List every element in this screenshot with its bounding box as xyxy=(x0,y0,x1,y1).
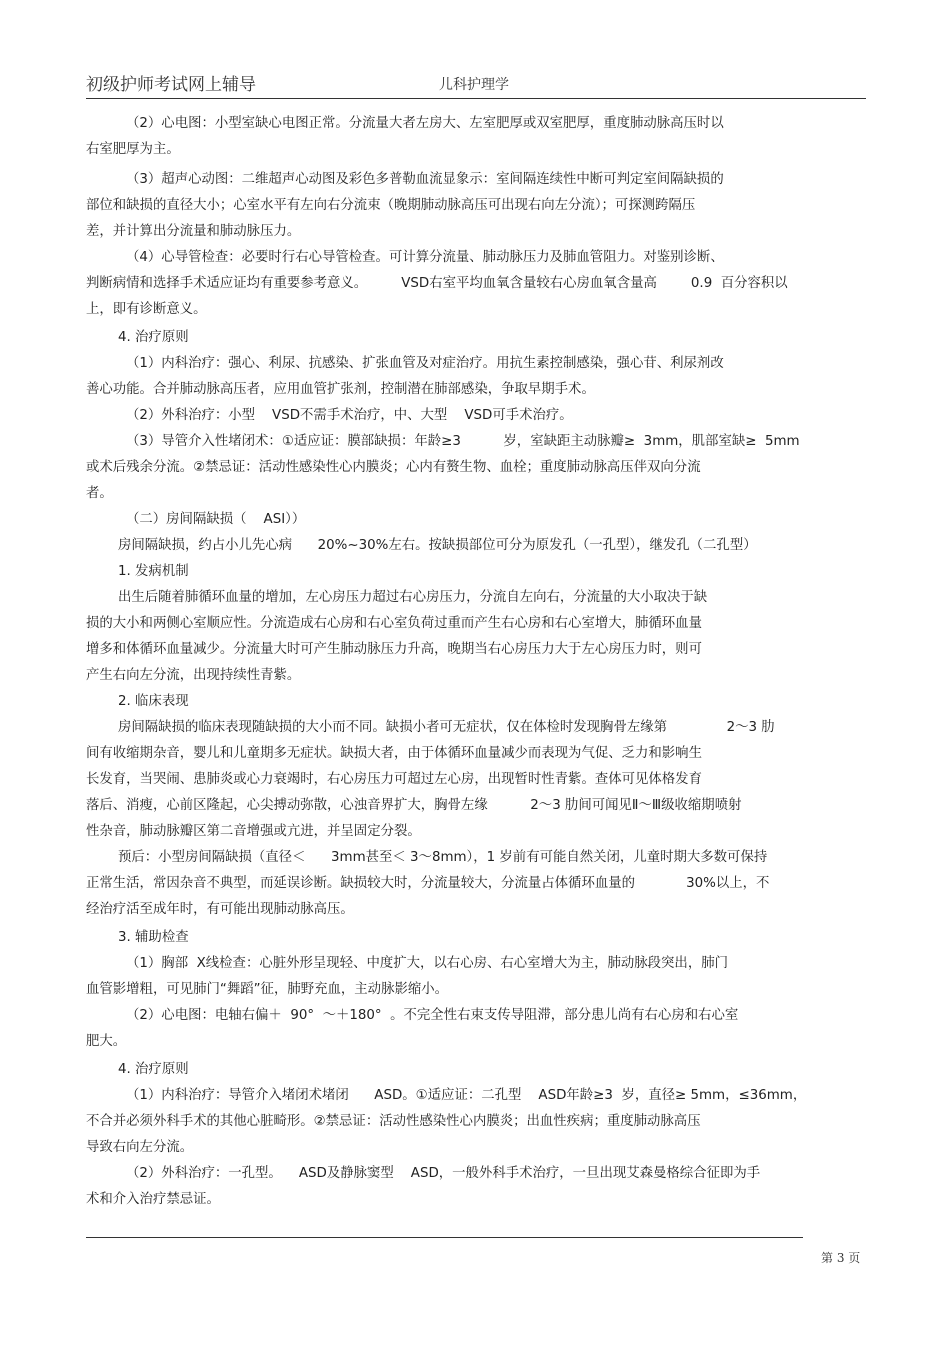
text-line: （2）心电图：小型室缺心电图正常。分流量大者左房大、左室肥厚或双室肥厚，重度肺动脉高压时以 xyxy=(126,116,724,131)
text-line: 术和介入治疗禁忌证。 xyxy=(86,1192,220,1207)
text-line: 肥大。 xyxy=(86,1034,127,1049)
text-line: 上，即有诊断意义。 xyxy=(86,302,207,317)
text-line: 落后、消瘦，心前区隆起，心尖搏动弥散，心浊音界扩大，胸骨左缘 2～3 肋间可闻见Ⅱ～Ⅲ级收缩期喷射 xyxy=(86,798,742,813)
text-line: （1）内科治疗：强心、利尿、抗感染、扩张血管及对症治疗。用抗生素控制感染，强心苷、利尿剂改 xyxy=(126,356,724,371)
text-line: 预后：小型房间隔缺损（直径＜ 3mm甚至＜ 3～8mm），1 岁前有可能自然关闭，儿童时期大多数可保持 xyxy=(118,850,768,865)
text-line: （4）心导管检查：必要时行右心导管检查。可计算分流量、肺动脉压力及肺血管阻力。对鉴别诊断、 xyxy=(126,250,724,265)
text-line: 性杂音，肺动脉瓣区第二音增强或亢进，并呈固定分裂。 xyxy=(86,824,421,839)
text-line: （3）导管介入性堵闭术：①适应证：膜部缺损：年龄≥3 岁，室缺距主动脉瓣≥ 3mm，肌部室缺≥ 5mm xyxy=(126,434,800,449)
text-line: 导致右向左分流。 xyxy=(86,1140,194,1155)
section-heading: 4. 治疗原则 xyxy=(118,1062,189,1077)
text-line: 出生后随着肺循环血量的增加，左心房压力超过右心房压力，分流自左向右，分流量的大小取决于缺 xyxy=(118,590,708,605)
text-line: （3）超声心动图：二维超声心动图及彩色多普勒血流显象示：室间隔连续性中断可判定室间隔缺损的 xyxy=(126,172,724,187)
text-line: 房间隔缺损，约占小儿先心病 20%~30%左右。按缺损部位可分为原发孔（一孔型），继发孔（二孔型） xyxy=(118,538,757,553)
page-header xyxy=(86,68,866,99)
text-line: 者。 xyxy=(86,486,113,501)
header-subject: 儿科护理学 xyxy=(439,77,509,93)
text-line: 右室肥厚为主。 xyxy=(86,142,180,157)
text-line: 增多和体循环血量减少。分流量大时可产生肺动脉压力升高，晚期当右心房压力大于左心房压力时，则可 xyxy=(86,642,702,657)
text-line: （2）外科治疗：一孔型。 ASD及静脉窦型 ASD，一般外科手术治疗，一旦出现艾森曼格综合征即为手 xyxy=(126,1166,761,1181)
section-heading: （二）房间隔缺损（ ASI）） xyxy=(126,512,306,527)
text-line: 或术后残余分流。②禁忌证：活动性感染性心内膜炎；心内有赘生物、血栓；重度肺动脉高压伴双向分流 xyxy=(86,460,701,475)
text-line: （2）外科治疗：小型 VSD不需手术治疗，中、大型 VSD可手术治疗。 xyxy=(126,408,573,423)
text-line: 损的大小和两侧心室顺应性。分流造成右心房和右心室负荷过重而产生右心房和右心室增大，肺循环血量 xyxy=(86,616,702,631)
text-line: 判断病情和选择手术适应证均有重要参考意义。 VSD右室平均血氧含量较右心房血氧含量高 0.9 百分容积以 xyxy=(86,276,788,291)
text-line: （1）内科治疗：导管介入堵闭术堵闭 ASD。①适应证：二孔型 ASD年龄≥3 岁，直径≥ 5mm，≤36mm， xyxy=(126,1088,807,1103)
text-line: （2）心电图：电轴右偏＋ 90° ～＋180° 。不完全性右束支传导阻滞，部分患儿尚有右心房和右心室 xyxy=(126,1008,739,1023)
text-line: 善心功能。合并肺动脉高压者，应用血管扩张剂，控制潜在肺部感染，争取早期手术。 xyxy=(86,382,595,397)
text-line: （1）胸部 X线检查：心脏外形呈现轻、中度扩大，以右心房、右心室增大为主，肺动脉段突出，肺门 xyxy=(126,956,728,971)
section-heading: 2. 临床表现 xyxy=(118,694,189,709)
text-line: 正常生活，常因杂音不典型，而延误诊断。缺损较大时，分流量较大，分流量占体循环血量的 30%以上，不 xyxy=(86,876,770,891)
section-heading: 3. 辅助检查 xyxy=(118,930,189,945)
text-line: 经治疗活至成年时，有可能出现肺动脉高压。 xyxy=(86,902,354,917)
text-line: 部位和缺损的直径大小；心室水平有左向右分流束（晚期肺动脉高压可出现右向左分流）；可探测跨隔压 xyxy=(86,198,696,213)
text-line: 不合并必须外科手术的其他心脏畸形。②禁忌证：活动性感染性心内膜炎；出血性疾病；重度肺动脉高压 xyxy=(86,1114,701,1129)
text-line: 产生右向左分流，出现持续性青紫。 xyxy=(86,668,301,683)
section-heading: 1. 发病机制 xyxy=(118,564,189,579)
header-title: 初级护师考试网上辅导 xyxy=(86,75,256,95)
section-heading: 4. 治疗原则 xyxy=(118,330,189,345)
text-line: 差，并计算出分流量和肺动脉压力。 xyxy=(86,224,301,239)
text-line: 房间隔缺损的临床表现随缺损的大小而不同。缺损小者可无症状，仅在体检时发现胸骨左缘第 2～3 肋 xyxy=(118,720,775,735)
text-line: 血管影增粗，可见肺门“舞蹈”征，肺野充血，主动脉影缩小。 xyxy=(86,982,449,997)
text-line: 长发育，当哭闹、患肺炎或心力衰竭时，右心房压力可超过左心房，出现暂时性青紫。查体可见体格发育 xyxy=(86,772,702,787)
page-number: 第 3 页 xyxy=(821,1251,861,1265)
text-line: 间有收缩期杂音，婴儿和儿童期多无症状。缺损大者，由于体循环血量减少而表现为气促、乏力和影响生 xyxy=(86,746,702,761)
footer-divider xyxy=(86,1237,803,1238)
